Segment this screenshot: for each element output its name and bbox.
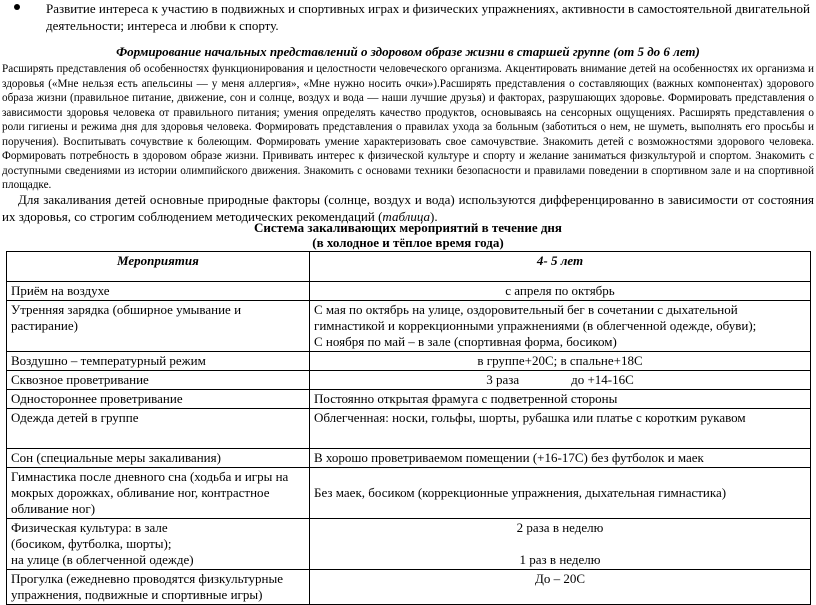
- table-row: [7, 570, 811, 605]
- table-cell: Гимнастика после дневного сна (ходьба и игры на мокрых дорожках, обливание ног, контрастное обливание ног): [7, 468, 310, 519]
- cell-line: (босиком, футболка, шорты);: [11, 536, 172, 551]
- table-row: [7, 409, 811, 449]
- table-cell: [7, 519, 310, 570]
- table-cell: [310, 519, 811, 570]
- table-subtitle: (в холодное и тёплое время года): [312, 235, 504, 250]
- table-cell: Постоянно открытая фрамуга с подветренной стороны: [310, 390, 811, 409]
- table-cell: В хорошо проветриваемом помещении (+16-17С) без футболок и маек: [310, 449, 811, 468]
- hardening-text-after: ).: [430, 209, 438, 224]
- table-title: Система закаливающих мероприятий в течение дня: [254, 220, 562, 235]
- hardening-italic: таблица: [382, 209, 430, 224]
- table-cell: Одежда детей в группе: [7, 409, 310, 449]
- header-cell-activities: Мероприятия: [7, 252, 310, 282]
- table-cell: Облегченная: носки, гольфы, шорты, рубашка или платье с коротким рукавом: [310, 409, 811, 449]
- table-row: [7, 390, 811, 409]
- table-cell: Прогулка (ежедневно проводятся физкультурные упражнения, подвижные и спортивные игры): [7, 570, 310, 605]
- table-header-row: [7, 252, 811, 282]
- table-cell: Сквозное проветривание: [7, 371, 310, 390]
- hardening-text-before: Для закаливания детей основные природные факторы (солнце, воздух и вода) используются дифференцированно в зависимости от состояния их здоровья, со строгим соблюдением методических рекомендаций (: [2, 192, 814, 224]
- table-cell: 3 раза до +14-16С: [310, 371, 811, 390]
- cell-line: С ноября по май – в зале (спортивная форма, босиком): [314, 334, 617, 349]
- bullet-item: [20, 0, 810, 34]
- table-row: [7, 519, 811, 570]
- cell-line: С мая по октябрь на улице, оздоровительный бег в сочетании с дыхательной гимнастикой и коррекционными упражнениями (в облегченной одежде, обуви);: [314, 302, 757, 333]
- header-cell-age: 4- 5 лет: [310, 252, 811, 282]
- section-paragraph: Расширять представления об особенностях функционирования и целостности человеческого организма. Акцентировать внимание детей на особенностях их организма и здоровья («Мне нельзя есть апельсины — у меня аллергия», «Мне нужно носить очки»).Расширять представления о составляющих (важных компонентах) здорового образа жизни (правильное питание, движение, сон и солнце, воздух и вода — наши лучшие друзья) и факторах, разрушающих здоровье. Формировать представления о зависимости здоровья человека от правильного питания; умения определять качество продуктов, основываясь на сенсорных ощущениях. Расширять представления о роли гигиены и режима дня для здоровья человека. Формировать представления о правилах ухода за больным (заботиться о нем, не шуметь, выполнять его просьбы и поручения). Воспитывать сочувствие к болеющим. Формировать умение характеризовать свое самочувствие. Знакомить детей с возможностями здорового человека. Формировать потребность в здоровом образе жизни. Прививать интерес к физической культуре и спорту и желание заниматься физкультурой и спортом. Знакомить с доступными сведениями из истории олимпийского движения. Знакомить с основами техники безопасности и правилами поведении в спортивном зале и на спортивной площадке.: [2, 63, 814, 191]
- cell-line: 1 раз в неделю: [519, 552, 601, 567]
- table-cell: Приём на воздухе: [7, 282, 310, 301]
- table-cell: с апреля по октябрь: [310, 282, 811, 301]
- cell-line: 2 раза в неделю: [516, 520, 604, 535]
- table-cell: в группе+20С; в спальне+18С: [310, 352, 811, 371]
- cell-line: на улице (в облегченной одежде): [11, 552, 194, 567]
- hardening-table: [6, 251, 811, 605]
- table-cell: Воздушно – температурный режим: [7, 352, 310, 371]
- table-row: [7, 282, 811, 301]
- cell-line: Физическая культура: в зале: [11, 520, 168, 535]
- bullet-text: Развитие интереса к участию в подвижных и спортивных играх и физических упражнениях, активности в самостоятельной двигательной деятельности; интереса и любви к спорту.: [46, 1, 810, 33]
- bullet-dot-icon: [14, 4, 20, 10]
- table-row: [7, 371, 811, 390]
- table-cell: Без маек, босиком (коррекционные упражнения, дыхательная гимнастика): [310, 468, 811, 519]
- section-title: Формирование начальных представлений о здоровом образе жизни в старшей группе (от 5 до 6 лет): [116, 44, 700, 59]
- table-row: [7, 449, 811, 468]
- table-cell: До – 20С: [310, 570, 811, 605]
- table-cell: Сон (специальные меры закаливания): [7, 449, 310, 468]
- table-cell: Одностороннее проветривание: [7, 390, 310, 409]
- table-cell: Утренняя зарядка (обширное умывание и растирание): [7, 301, 310, 352]
- table-row: [7, 301, 811, 352]
- table-row: [7, 468, 811, 519]
- table-cell: [310, 301, 811, 352]
- table-row: [7, 352, 811, 371]
